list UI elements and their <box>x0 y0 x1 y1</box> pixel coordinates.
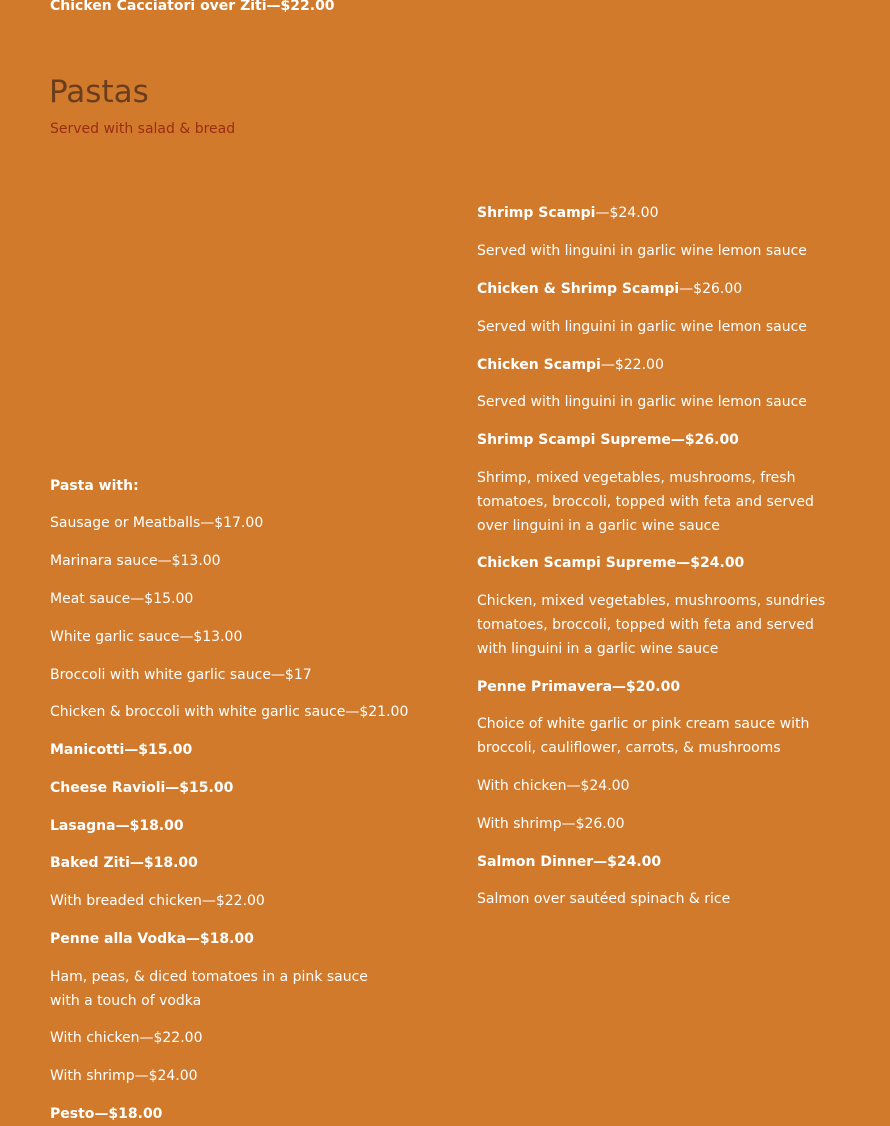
menu-item-price: —$26.00 <box>679 281 743 297</box>
menu-item-name: Shrimp Scampi <box>477 205 596 221</box>
menu-item-baked-ziti: Baked Ziti—$18.00 <box>50 855 198 871</box>
menu-item-shrimp-scampi-supreme: Shrimp Scampi Supreme—$26.00 <box>477 432 739 448</box>
menu-item-chicken-shrimp-scampi <box>477 277 742 301</box>
menu-item: Meat sauce—$15.00 <box>50 591 194 607</box>
menu-item: Marinara sauce—$13.00 <box>50 553 221 569</box>
menu-item-description: Ham, peas, & diced tomatoes in a pink sauce with a touch of vodka <box>50 969 368 1009</box>
menu-item-shrimp-scampi <box>477 201 658 225</box>
section-subtitle: Served with salad & bread <box>50 121 236 137</box>
menu-item: Broccoli with white garlic sauce—$17 <box>50 667 312 683</box>
menu-item-description: Served with linguini in garlic wine lemon sauce <box>477 319 807 335</box>
menu-item-description: Shrimp, mixed vegetables, mushrooms, fresh tomatoes, broccoli, topped with feta and served over linguini in a garlic wine sauce <box>477 470 814 534</box>
menu-item-price: —$24.00 <box>595 205 659 221</box>
menu-item-chicken-cacciatori: Chicken Cacciatori over Ziti—$22.00 <box>50 0 335 14</box>
menu-item-description: Served with linguini in garlic wine lemon sauce <box>477 394 807 410</box>
menu-item-price: —$22.00 <box>600 357 664 373</box>
menu-item-description: Salmon over sautéed spinach & rice <box>477 891 731 907</box>
menu-item-chicken-scampi-supreme: Chicken Scampi Supreme—$24.00 <box>477 555 745 571</box>
menu-item-pesto: Pesto—$18.00 <box>50 1106 163 1122</box>
menu-item: Chicken & broccoli with white garlic sauce—$21.00 <box>50 704 409 720</box>
menu-item-salmon-dinner: Salmon Dinner—$24.00 <box>477 854 662 870</box>
menu-item-option: With chicken—$22.00 <box>50 1030 203 1046</box>
menu-item-description: Chicken, mixed vegetables, mushrooms, sundries tomatoes, broccoli, topped with feta and served with linguini in a garlic wine sauce <box>477 593 826 657</box>
menu-item-cheese-ravioli: Cheese Ravioli—$15.00 <box>50 780 234 796</box>
menu-item-penne-primavera: Penne Primavera—$20.00 <box>477 679 681 695</box>
menu-item-option: With chicken—$24.00 <box>477 778 630 794</box>
menu-item: Sausage or Meatballs—$17.00 <box>50 515 264 531</box>
menu-item-name: Chicken Scampi <box>477 357 601 373</box>
menu-item-description: Served with linguini in garlic wine lemon sauce <box>477 243 807 259</box>
menu-item-description: Choice of white garlic or pink cream sauce with broccoli, cauliflower, carrots, & mushrooms <box>477 716 810 756</box>
menu-item: White garlic sauce—$13.00 <box>50 629 243 645</box>
menu-item-lasagna: Lasagna—$18.00 <box>50 818 184 834</box>
menu-item-option: With shrimp—$26.00 <box>477 816 625 832</box>
menu-item-name: Chicken & Shrimp Scampi <box>477 281 680 297</box>
section-title: Pastas <box>49 74 149 110</box>
menu-item-option: With breaded chicken—$22.00 <box>50 893 265 909</box>
menu-item-chicken-scampi <box>477 353 664 377</box>
pasta-with-heading: Pasta with: <box>50 478 139 494</box>
menu-item-option: With shrimp—$24.00 <box>50 1068 198 1084</box>
menu-item-penne-vodka: Penne alla Vodka—$18.00 <box>50 931 254 947</box>
menu-item-manicotti: Manicotti—$15.00 <box>50 742 193 758</box>
